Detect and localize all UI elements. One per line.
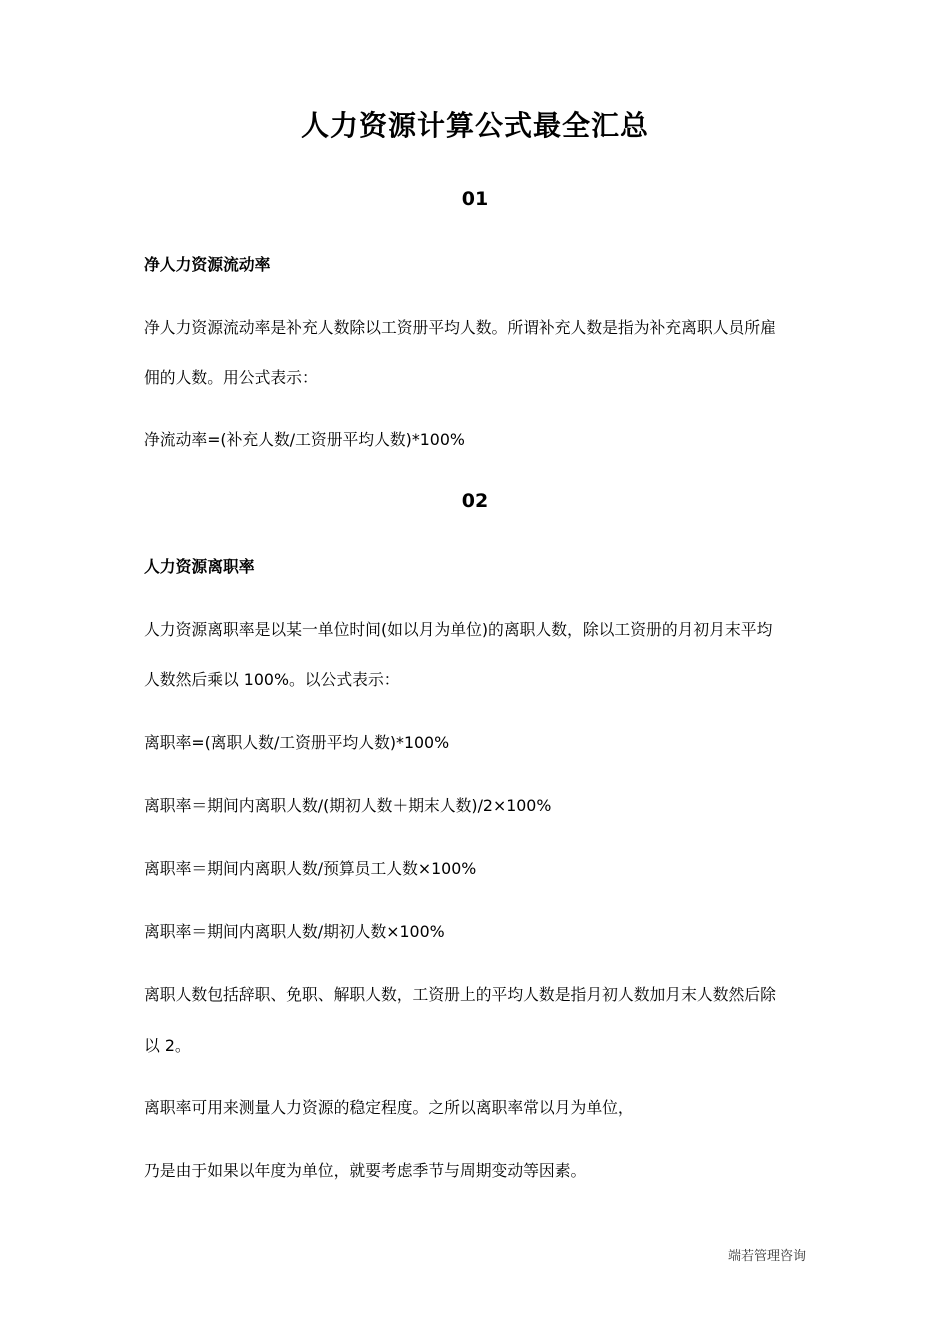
paragraph-line: 人力资源离职率是以某一单位时间(如以月为单位)的离职人数，除以工资册的月初月末平均 bbox=[144, 620, 773, 639]
paragraph-line: 佣的人数。用公式表示： bbox=[144, 368, 318, 387]
formula-line: 离职率＝期间内离职人数/预算员工人数×100% bbox=[144, 859, 477, 878]
page-footer: 端若管理咨询 bbox=[727, 1249, 806, 1264]
paragraph-line: 离职率可用来测量人力资源的稳定程度。之所以离职率常以月为单位， bbox=[144, 1098, 634, 1117]
document-title: 人力资源计算公式最全汇总 bbox=[300, 109, 649, 142]
formula-line: 离职率=(离职人数/工资册平均人数)*100% bbox=[144, 733, 450, 752]
section-number: 02 bbox=[461, 490, 489, 512]
paragraph-line: 以 2。 bbox=[144, 1036, 191, 1055]
section-number: 01 bbox=[461, 188, 489, 210]
paragraph-line: 乃是由于如果以年度为单位，就要考虑季节与周期变动等因素。 bbox=[144, 1161, 587, 1180]
section-heading: 净人力资源流动率 bbox=[144, 255, 271, 274]
paragraph-line: 净人力资源流动率是补充人数除以工资册平均人数。所谓补充人数是指为补充离职人员所雇 bbox=[144, 318, 776, 337]
formula-line: 净流动率=(补充人数/工资册平均人数)*100% bbox=[144, 430, 465, 449]
paragraph-line: 人数然后乘以 100%。以公式表示： bbox=[144, 670, 400, 689]
formula-line: 离职率＝期间内离职人数/(期初人数＋期末人数)/2×100% bbox=[144, 796, 552, 815]
section-heading: 人力资源离职率 bbox=[144, 557, 255, 576]
paragraph-line: 离职人数包括辞职、免职、解职人数，工资册上的平均人数是指月初人数加月末人数然后除 bbox=[144, 985, 776, 1004]
formula-line: 离职率＝期间内离职人数/期初人数×100% bbox=[144, 922, 445, 941]
